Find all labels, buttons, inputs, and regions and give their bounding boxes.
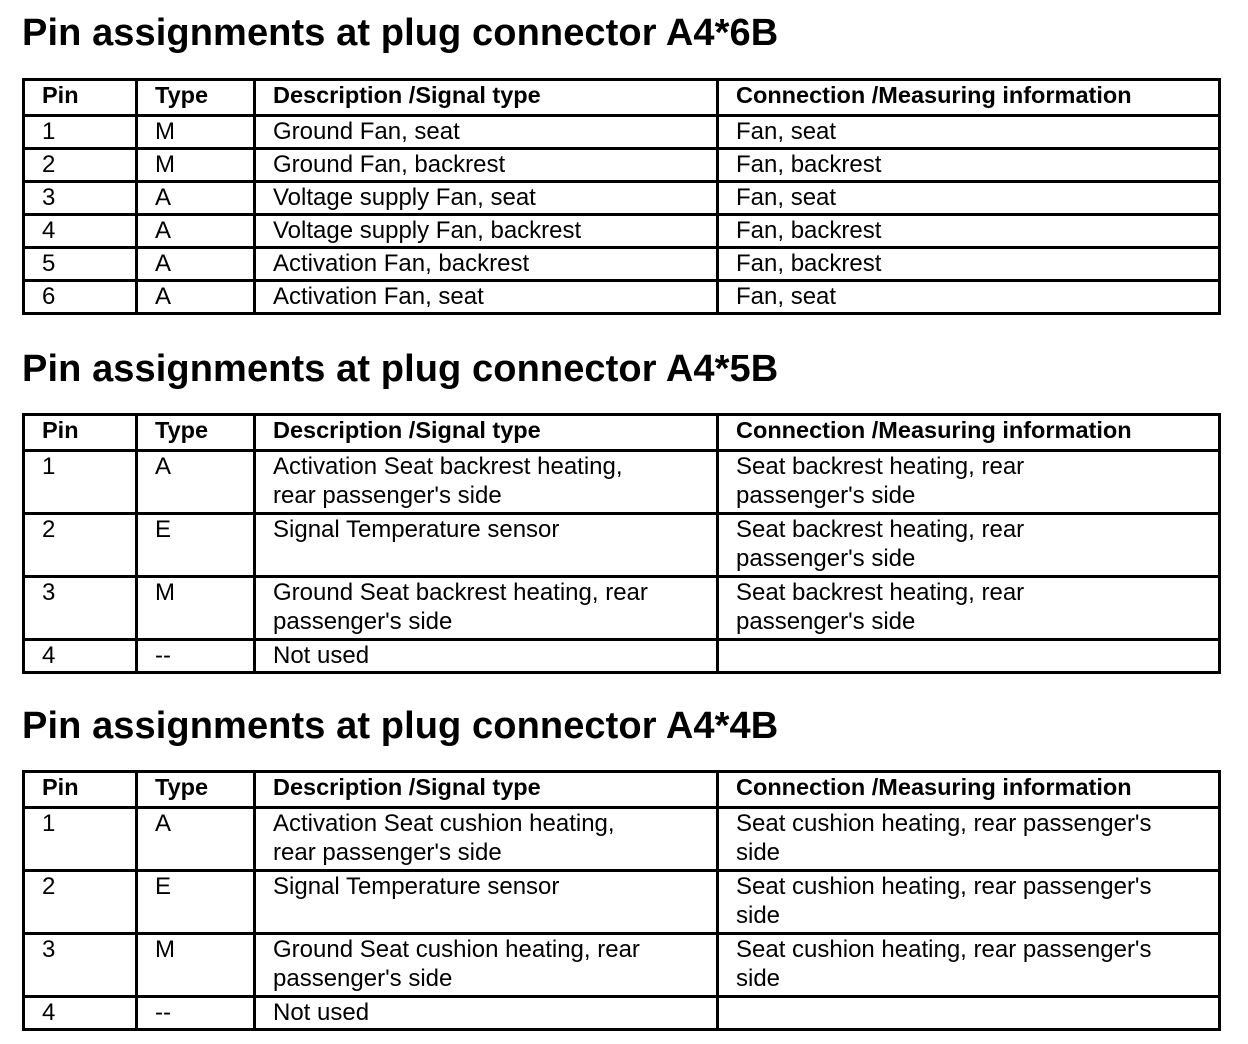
connection-line: side	[736, 965, 781, 992]
description-line: Activation Fan, seat	[273, 283, 484, 310]
table-row	[24, 248, 1220, 281]
connection-line: Seat cushion heating, rear passenger's	[736, 936, 1152, 963]
description-line: Signal Temperature sensor	[273, 873, 560, 900]
table-row	[24, 182, 1220, 215]
table-row	[24, 281, 1220, 314]
type-cell: --	[137, 997, 255, 1030]
type-cell: A	[137, 182, 255, 215]
type-cell: A	[137, 281, 255, 314]
section-title-a4-6b: Pin assignments at plug connector A4*6B	[22, 12, 779, 54]
description-cell	[255, 248, 718, 281]
connection-cell	[718, 871, 1220, 934]
table-row	[24, 871, 1220, 934]
connection-line: Seat backrest heating, rear	[736, 579, 1025, 606]
type-cell: --	[137, 640, 255, 673]
table-header-row	[24, 80, 1220, 116]
pin-cell: 3	[24, 577, 137, 640]
connection-cell	[718, 934, 1220, 997]
description-line: Voltage supply Fan, backrest	[273, 217, 582, 244]
connection-line: passenger's side	[736, 608, 916, 635]
description-cell	[255, 149, 718, 182]
description-line: passenger's side	[273, 608, 453, 635]
connection-line: Fan, backrest	[736, 217, 882, 244]
table-row	[24, 451, 1220, 514]
connection-cell	[718, 281, 1220, 314]
table-row	[24, 577, 1220, 640]
type-cell: M	[137, 577, 255, 640]
description-line: Voltage supply Fan, seat	[273, 184, 536, 211]
type-cell: A	[137, 248, 255, 281]
pin-cell: 3	[24, 934, 137, 997]
column-header-connection: Connection /Measuring information	[718, 415, 1220, 451]
type-cell: E	[137, 514, 255, 577]
pin-cell: 1	[24, 808, 137, 871]
connection-cell	[718, 182, 1220, 215]
connection-line: Seat cushion heating, rear passenger's	[736, 810, 1152, 837]
column-header-pin: Pin	[24, 772, 137, 808]
connection-line: Fan, seat	[736, 283, 837, 310]
description-cell	[255, 640, 718, 673]
table-row	[24, 514, 1220, 577]
description-line: passenger's side	[273, 965, 453, 992]
pin-cell: 2	[24, 514, 137, 577]
connection-cell	[718, 640, 1220, 673]
description-cell	[255, 281, 718, 314]
description-line: Ground Seat backrest heating, rear	[273, 579, 648, 606]
type-cell: E	[137, 871, 255, 934]
description-cell	[255, 808, 718, 871]
pin-cell: 2	[24, 149, 137, 182]
pin-cell: 1	[24, 116, 137, 149]
column-header-type: Type	[137, 80, 255, 116]
description-line: Signal Temperature sensor	[273, 516, 560, 543]
table-row	[24, 215, 1220, 248]
connection-line: Fan, seat	[736, 184, 837, 211]
connection-cell	[718, 808, 1220, 871]
connection-line: passenger's side	[736, 482, 916, 509]
connection-line: Fan, seat	[736, 118, 837, 145]
column-header-pin: Pin	[24, 80, 137, 116]
type-cell: M	[137, 149, 255, 182]
description-line: Ground Fan, backrest	[273, 151, 506, 178]
pin-cell: 6	[24, 281, 137, 314]
pin-table-a4-4b	[22, 770, 1221, 1031]
type-cell: M	[137, 934, 255, 997]
pin-cell: 5	[24, 248, 137, 281]
table-row	[24, 808, 1220, 871]
column-header-type: Type	[137, 772, 255, 808]
column-header-description: Description /Signal type	[255, 415, 718, 451]
column-header-connection: Connection /Measuring information	[718, 772, 1220, 808]
column-header-description: Description /Signal type	[255, 80, 718, 116]
description-line: Not used	[273, 999, 370, 1026]
table-row	[24, 149, 1220, 182]
description-cell	[255, 514, 718, 577]
connection-cell	[718, 514, 1220, 577]
column-header-type: Type	[137, 415, 255, 451]
description-line: Ground Seat cushion heating, rear	[273, 936, 640, 963]
table-row	[24, 116, 1220, 149]
connection-cell	[718, 116, 1220, 149]
pin-cell: 1	[24, 451, 137, 514]
description-line: rear passenger's side	[273, 839, 502, 866]
description-cell	[255, 116, 718, 149]
connection-cell	[718, 577, 1220, 640]
column-header-description: Description /Signal type	[255, 772, 718, 808]
connection-line: side	[736, 902, 781, 929]
description-line: rear passenger's side	[273, 482, 502, 509]
description-cell	[255, 871, 718, 934]
connection-cell	[718, 215, 1220, 248]
description-cell	[255, 182, 718, 215]
type-cell: A	[137, 215, 255, 248]
table-header-row	[24, 772, 1220, 808]
section-title-a4-4b: Pin assignments at plug connector A4*4B	[22, 705, 779, 747]
connection-line: Fan, backrest	[736, 151, 882, 178]
description-line: Ground Fan, seat	[273, 118, 460, 145]
pin-table-a4-5b	[22, 413, 1221, 674]
description-cell	[255, 451, 718, 514]
column-header-connection: Connection /Measuring information	[718, 80, 1220, 116]
table-row	[24, 640, 1220, 673]
connection-cell	[718, 997, 1220, 1030]
pin-cell: 4	[24, 215, 137, 248]
table-row	[24, 997, 1220, 1030]
connection-line: Seat backrest heating, rear	[736, 516, 1025, 543]
pin-cell: 4	[24, 640, 137, 673]
connection-cell	[718, 248, 1220, 281]
connection-line: passenger's side	[736, 545, 916, 572]
type-cell: M	[137, 116, 255, 149]
description-cell	[255, 215, 718, 248]
connection-cell	[718, 149, 1220, 182]
description-cell	[255, 577, 718, 640]
pin-cell: 4	[24, 997, 137, 1030]
connection-line: Seat backrest heating, rear	[736, 453, 1025, 480]
column-header-pin: Pin	[24, 415, 137, 451]
table-row	[24, 934, 1220, 997]
description-line: Activation Fan, backrest	[273, 250, 530, 277]
type-cell: A	[137, 808, 255, 871]
section-title-a4-5b: Pin assignments at plug connector A4*5B	[22, 348, 779, 390]
description-cell	[255, 934, 718, 997]
connection-cell	[718, 451, 1220, 514]
description-line: Activation Seat cushion heating,	[273, 810, 615, 837]
description-line: Activation Seat backrest heating,	[273, 453, 623, 480]
pin-cell: 3	[24, 182, 137, 215]
table-header-row	[24, 415, 1220, 451]
pin-cell: 2	[24, 871, 137, 934]
connection-line: Fan, backrest	[736, 250, 882, 277]
connection-line: Seat cushion heating, rear passenger's	[736, 873, 1152, 900]
pin-table-a4-6b	[22, 78, 1221, 315]
description-cell	[255, 997, 718, 1030]
type-cell: A	[137, 451, 255, 514]
connection-line: side	[736, 839, 781, 866]
description-line: Not used	[273, 642, 370, 669]
